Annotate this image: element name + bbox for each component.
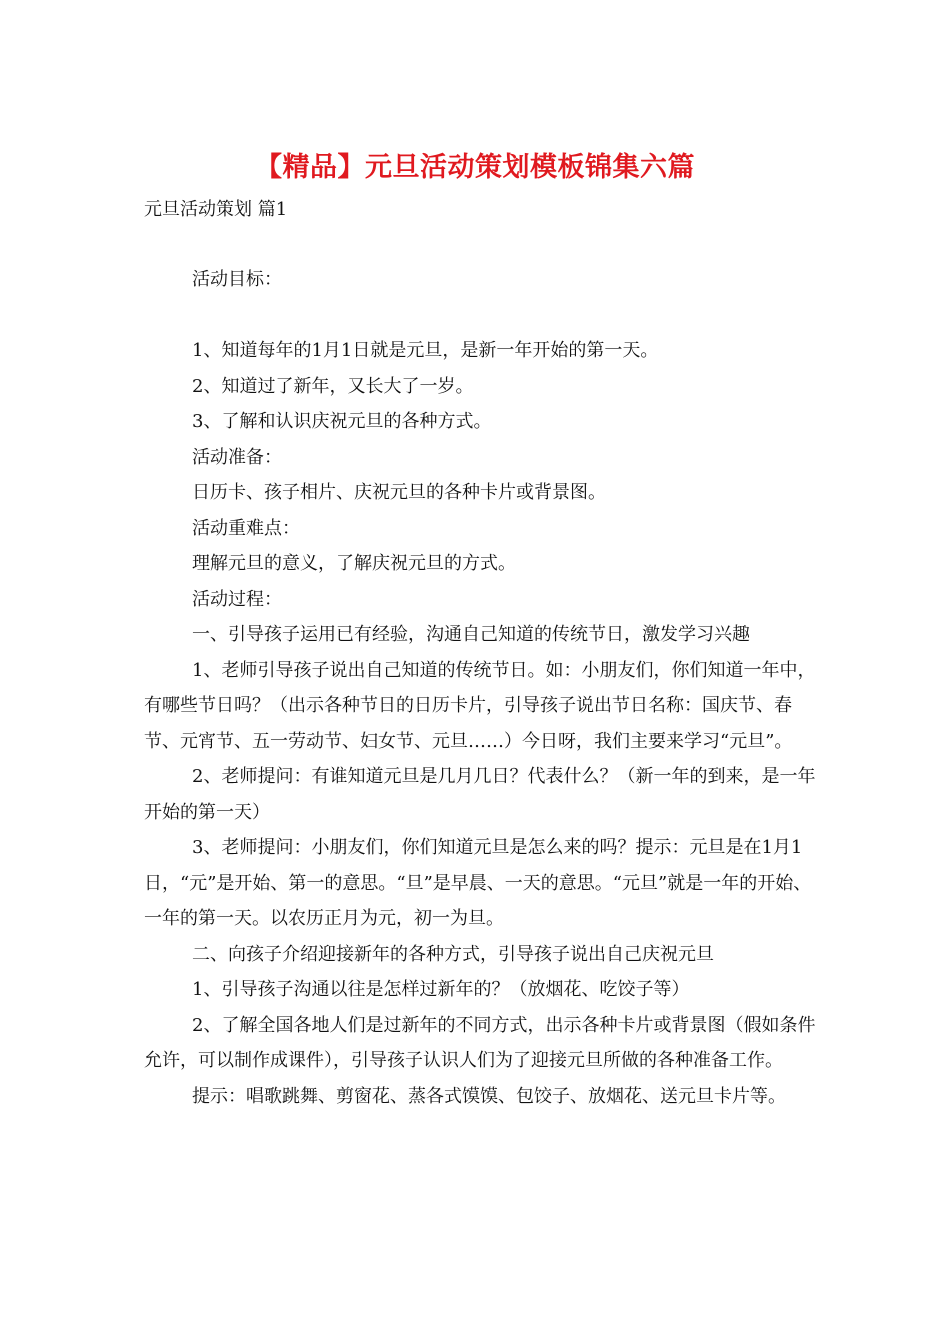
paragraph: 3、老师提问：小朋友们，你们知道元旦是怎么来的吗？提示：元旦是在1月1日，“元”是开始、第一的意思。“旦”是早晨、一天的意思。“元旦”就是一年的开始、一年的第一天。以农历正月为元，初一为旦。 xyxy=(144,837,812,929)
paragraph: 活动重难点： xyxy=(192,517,300,539)
paragraph: 日历卡、孩子相片、庆祝元旦的各种卡片或背景图。 xyxy=(192,482,606,503)
paragraph: 提示：唱歌跳舞、剪窗花、蒸各式馍馍、包饺子、放烟花、送元旦卡片等。 xyxy=(192,1085,786,1107)
body-text xyxy=(144,333,824,1114)
paragraph: 1、知道每年的1月1日就是元旦，是新一年开始的第一天。 xyxy=(192,340,659,361)
paragraph: 2、知道过了新年，又长大了一岁。 xyxy=(192,375,474,397)
paragraph: 3、了解和认识庆祝元旦的各种方式。 xyxy=(192,411,492,432)
paragraph: 2、了解全国各地人们是过新年的不同方式，出示各种卡片或背景图（假如条件允许，可以制作成课件），引导孩子认识人们为了迎接元旦所做的各种准备工作。 xyxy=(144,1014,816,1071)
goals-heading: 活动目标： xyxy=(192,269,282,290)
paragraph: 一、引导孩子运用已有经验，沟通自己知道的传统节日，激发学习兴趣 xyxy=(192,624,750,645)
paragraph: 理解元旦的意义，了解庆祝元旦的方式。 xyxy=(192,553,516,574)
paragraph: 活动准备： xyxy=(192,446,282,468)
section-title: 元旦活动策划 篇1 xyxy=(144,199,288,220)
paragraph: 活动过程： xyxy=(192,588,282,610)
paragraph: 1、老师引导孩子说出自己知道的传统节日。如：小朋友们，你们知道一年中，有哪些节日吗？（出示各种节日的日历卡片，引导孩子说出节日名称：国庆节、春节、元宵节、五一劳动节、妇女节、元旦……）今日呀，我们主要来学习“元旦”。 xyxy=(144,659,816,752)
paragraph: 2、老师提问：有谁知道元旦是几月几日？代表什么？（新一年的到来，是一年开始的第一天） xyxy=(144,766,816,823)
paragraph: 二、向孩子介绍迎接新年的各种方式，引导孩子说出自己庆祝元旦 xyxy=(192,943,714,965)
document-title: 【精品】元旦活动策划模板锦集六篇 xyxy=(255,152,695,183)
paragraph: 1、引导孩子沟通以往是怎样过新年的？（放烟花、吃饺子等） xyxy=(192,979,690,1000)
